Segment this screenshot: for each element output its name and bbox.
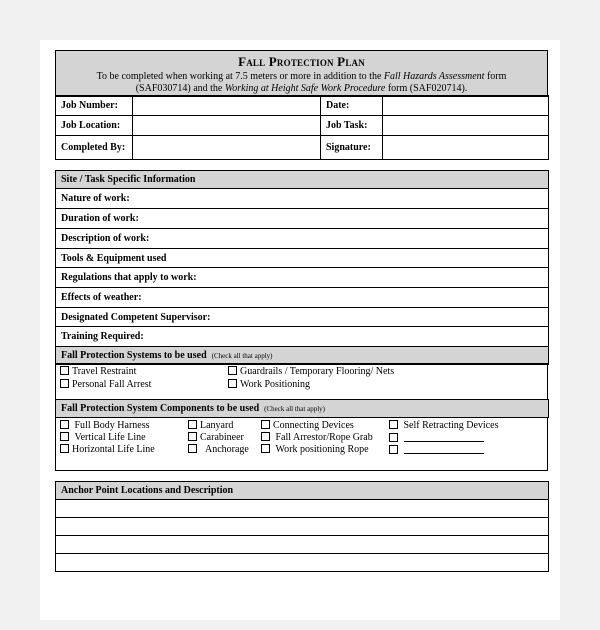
form-title: Fall Protection Plan: [238, 54, 365, 69]
option-label: Vertical Life Line: [74, 432, 146, 443]
option-label: Anchorage: [205, 444, 249, 455]
option-label: Guardrails / Temporary Flooring/ Nets: [240, 366, 395, 377]
anchor-row[interactable]: [56, 500, 549, 518]
checkbox-icon[interactable]: [389, 445, 398, 454]
anchor-row[interactable]: [56, 554, 549, 572]
site-task-table: [55, 170, 549, 365]
option-fall-arrestor[interactable]: [261, 432, 373, 444]
checkbox-icon[interactable]: [261, 444, 270, 453]
date-field[interactable]: [383, 96, 549, 116]
option-label: Lanyard: [200, 420, 234, 431]
completed-by-field[interactable]: [133, 136, 321, 160]
option-label: Work Positioning: [240, 379, 311, 390]
systems-heading-text: Fall Protection Systems to be used: [61, 350, 207, 361]
checkbox-icon[interactable]: [188, 444, 197, 453]
option-label: Horizontal Life Line: [72, 444, 155, 455]
option-label: Personal Fall Arrest: [72, 379, 152, 390]
option-work-positioning-rope[interactable]: [261, 444, 369, 456]
duration-of-work-row[interactable]: Duration of work:: [56, 209, 549, 229]
option-label: Self Retracting Devices: [403, 420, 499, 431]
site-task-heading: Site / Task Specific Information: [56, 171, 549, 189]
job-details-table: [55, 95, 549, 160]
instr-text-2: form: [484, 71, 507, 82]
tools-equipment-row[interactable]: Tools & Equipment used: [56, 249, 549, 268]
checkbox-icon[interactable]: [60, 366, 69, 375]
supervisor-row[interactable]: Designated Competent Supervisor:: [56, 308, 549, 327]
systems-note: (Check all that apply): [211, 352, 273, 360]
components-options: [55, 417, 548, 471]
nature-of-work-row[interactable]: Nature of work:: [56, 189, 549, 209]
job-location-field[interactable]: [133, 116, 321, 136]
option-label: Full Body Harness: [74, 420, 150, 431]
signature-label: Signature:: [321, 136, 383, 160]
instr-text-4: form (SAF020714).: [385, 83, 468, 94]
components-table: [55, 399, 549, 418]
checkbox-icon[interactable]: [188, 432, 197, 441]
instr-italic-2: Working at Height Safe Work Procedure: [224, 83, 386, 94]
option-personal-fall-arrest[interactable]: [60, 379, 151, 391]
systems-heading: [56, 347, 549, 365]
checkbox-icon[interactable]: [60, 432, 69, 441]
training-row[interactable]: Training Required:: [56, 327, 549, 347]
other-blank-line[interactable]: [404, 444, 484, 454]
checkbox-icon[interactable]: [261, 420, 270, 429]
option-horizontal-life-line[interactable]: [60, 444, 155, 456]
option-travel-restraint[interactable]: [60, 366, 136, 378]
form-header: [55, 50, 548, 97]
option-full-body-harness[interactable]: [60, 420, 150, 432]
option-label: Travel Restraint: [72, 366, 137, 377]
other-blank-line[interactable]: [404, 432, 484, 442]
option-vertical-life-line[interactable]: [60, 432, 146, 444]
date-label: Date:: [321, 96, 383, 116]
option-anchorage[interactable]: [188, 444, 249, 456]
option-connecting-devices[interactable]: [261, 420, 354, 432]
job-number-label: Job Number:: [56, 96, 133, 116]
checkbox-icon[interactable]: [60, 420, 69, 429]
completed-by-label: Completed By:: [56, 136, 133, 160]
instr-text-1: To be completed when working at 7.5 meters or more in addition to the: [96, 71, 384, 82]
systems-options: [55, 363, 548, 401]
checkbox-icon[interactable]: [60, 379, 69, 388]
checkbox-icon[interactable]: [188, 420, 197, 429]
job-location-label: Job Location:: [56, 116, 133, 136]
components-heading: [56, 400, 549, 418]
anchor-row[interactable]: [56, 518, 549, 536]
checkbox-icon[interactable]: [228, 366, 237, 375]
checkbox-icon[interactable]: [389, 420, 398, 429]
instr-text-3: (SAF030714) and the: [135, 83, 225, 94]
weather-effects-row[interactable]: Effects of weather:: [56, 288, 549, 308]
components-heading-text: Fall Protection System Components to be used: [61, 403, 260, 414]
option-lanyard[interactable]: [188, 420, 233, 432]
signature-field[interactable]: [383, 136, 549, 160]
instr-italic-1: Fall Hazards Assessment: [383, 71, 485, 82]
anchor-heading: Anchor Point Locations and Description: [56, 482, 549, 500]
anchor-table: [55, 481, 549, 572]
option-other-2[interactable]: [389, 444, 484, 457]
checkbox-icon[interactable]: [228, 379, 237, 388]
form-instructions: [56, 71, 547, 95]
checkbox-icon[interactable]: [389, 433, 398, 442]
option-label: Connecting Devices: [273, 420, 354, 431]
option-label: Carabineer: [200, 432, 244, 443]
anchor-row[interactable]: [56, 536, 549, 554]
checkbox-icon[interactable]: [60, 444, 69, 453]
job-number-field[interactable]: [133, 96, 321, 116]
checkbox-icon[interactable]: [261, 432, 270, 441]
option-guardrails[interactable]: [228, 366, 394, 378]
option-label: Work positioning Rope: [275, 444, 369, 455]
option-work-positioning[interactable]: [228, 379, 310, 391]
job-task-label: Job Task:: [321, 116, 383, 136]
job-task-field[interactable]: [383, 116, 549, 136]
description-of-work-row[interactable]: Description of work:: [56, 229, 549, 249]
option-label: Fall Arrestor/Rope Grab: [275, 432, 373, 443]
option-carabineer[interactable]: [188, 432, 244, 444]
option-self-retracting[interactable]: [389, 420, 498, 432]
components-note: (Check all that apply): [264, 405, 325, 413]
form-page: [40, 40, 560, 620]
regulations-row[interactable]: Regulations that apply to work:: [56, 268, 549, 288]
